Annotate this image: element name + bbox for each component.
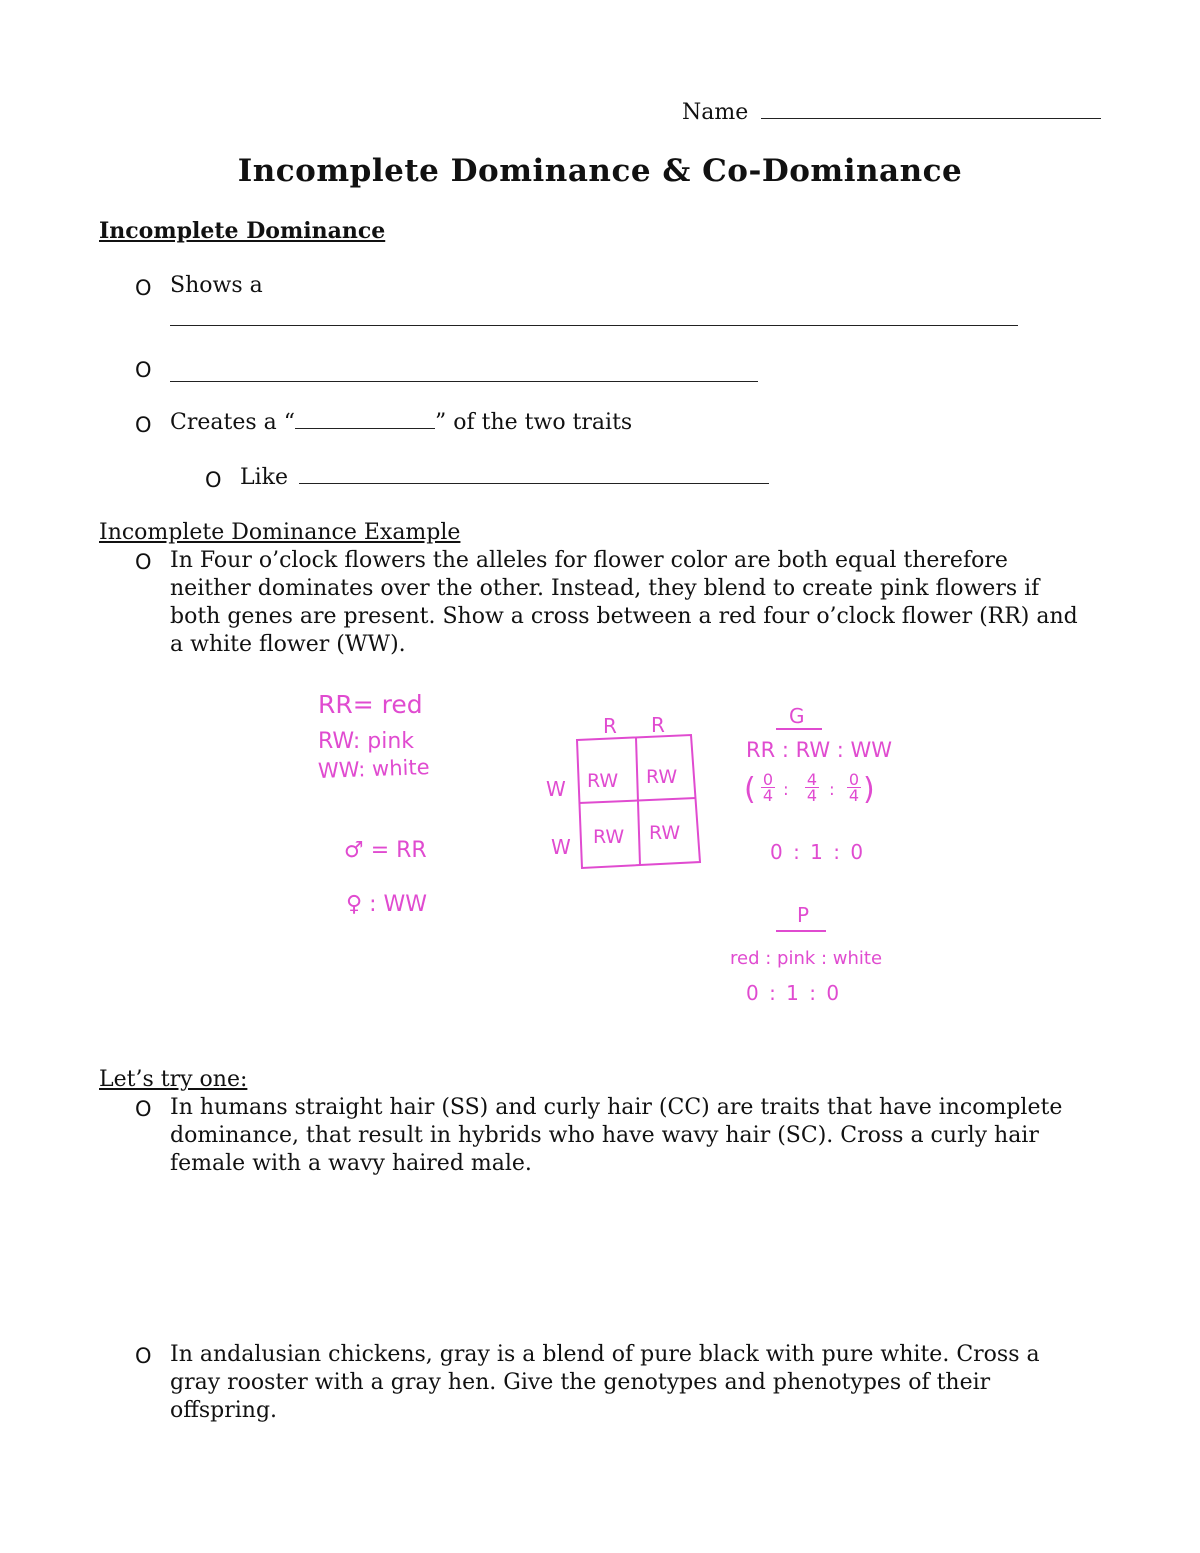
bullet-3-text: [170, 410, 632, 435]
fraction-numerator: 0: [762, 770, 774, 789]
punnett-cell: RW: [646, 766, 678, 788]
section-heading-example: Incomplete Dominance Example: [99, 520, 461, 545]
genotype-underline: [776, 728, 822, 730]
bullet-glyph: O: [135, 1344, 152, 1368]
fraction: [761, 772, 775, 803]
genotype-ratio: 0 : 1 : 0: [770, 840, 864, 864]
bullet-2-blank[interactable]: [170, 381, 758, 382]
bullet-1-text: Shows a: [170, 273, 263, 298]
bullet-1-blank[interactable]: [170, 325, 1018, 326]
fraction-numerator: 0: [848, 770, 860, 789]
punnett-cell: RW: [649, 822, 681, 844]
bullet-glyph: O: [135, 1097, 152, 1121]
ratio-colon: :: [829, 780, 835, 800]
fraction: [847, 772, 861, 803]
genotype-label: G: [789, 704, 805, 728]
punnett-top-allele: R: [651, 713, 665, 737]
like-label: Like: [240, 465, 288, 490]
sub-bullet-text: [240, 465, 769, 490]
hw-male-parent: ♂ = RR: [344, 838, 427, 863]
bullet-glyph: O: [135, 550, 152, 574]
hw-key-white: WW: white: [317, 755, 430, 783]
section-heading-incomplete: Incomplete Dominance: [99, 218, 386, 244]
like-blank[interactable]: [299, 483, 769, 484]
hw-key-red: RR= red: [318, 690, 423, 719]
hw-key-pink: RW: pink: [318, 729, 415, 754]
fraction-close-paren: ): [863, 772, 875, 807]
name-field: [682, 100, 1101, 125]
phenotype-ratio-labels: red : pink : white: [730, 948, 883, 969]
bullet-glyph: O: [135, 276, 152, 300]
fraction-denominator: 4: [762, 786, 774, 805]
punnett-side-allele: W: [546, 777, 566, 801]
practice-question-2: In andalusian chickens, gray is a blend of pure black with pure white. Cross a gray rooster with a gray hen. Give the genotypes and phenotypes of their offspring.: [170, 1342, 1040, 1423]
ratio-colon: :: [783, 780, 789, 800]
fraction: [805, 772, 819, 803]
punnett-top-allele: R: [603, 714, 617, 738]
blend-blank[interactable]: [295, 428, 435, 429]
bullet-glyph: O: [135, 413, 152, 437]
fraction-denominator: 4: [806, 786, 818, 805]
phenotype-underline: [776, 930, 826, 932]
punnett-square: [570, 730, 710, 875]
fraction-denominator: 4: [848, 786, 860, 805]
hw-female-parent: ♀ : WW: [346, 892, 428, 917]
page-title: Incomplete Dominance & Co-Dominance: [237, 153, 963, 189]
genotype-ratio-labels: RR : RW : WW: [746, 738, 893, 762]
bullet-glyph: O: [205, 468, 222, 492]
phenotype-label: P: [797, 903, 810, 927]
punnett-cell: RW: [587, 770, 619, 792]
bullet-3-prefix: Creates a “: [170, 410, 295, 435]
name-blank[interactable]: [761, 118, 1101, 119]
example-text: In Four o’clock flowers the alleles for flower color are both equal therefore neither dominates over the other. Instead, they blend to create pink flowers if both genes are present. Show a cross between a red four o’clock flower (RR) and a white flower (WW).: [170, 548, 1078, 657]
section-heading-practice: Let’s try one:: [99, 1067, 248, 1092]
name-label: Name: [682, 100, 749, 125]
bullet-3-suffix: ” of the two traits: [435, 410, 633, 435]
fraction-open-paren: (: [744, 772, 756, 807]
fraction-numerator: 4: [806, 770, 818, 789]
bullet-glyph: O: [135, 358, 152, 382]
practice-question-1: In humans straight hair (SS) and curly hair (CC) are traits that have incomplete dominance, that result in hybrids who have wavy hair (SC). Cross a curly hair female with a wavy haired male.: [170, 1095, 1063, 1176]
punnett-side-allele: W: [551, 835, 571, 859]
punnett-cell: RW: [593, 826, 625, 848]
phenotype-ratio: 0 : 1 : 0: [746, 981, 840, 1005]
